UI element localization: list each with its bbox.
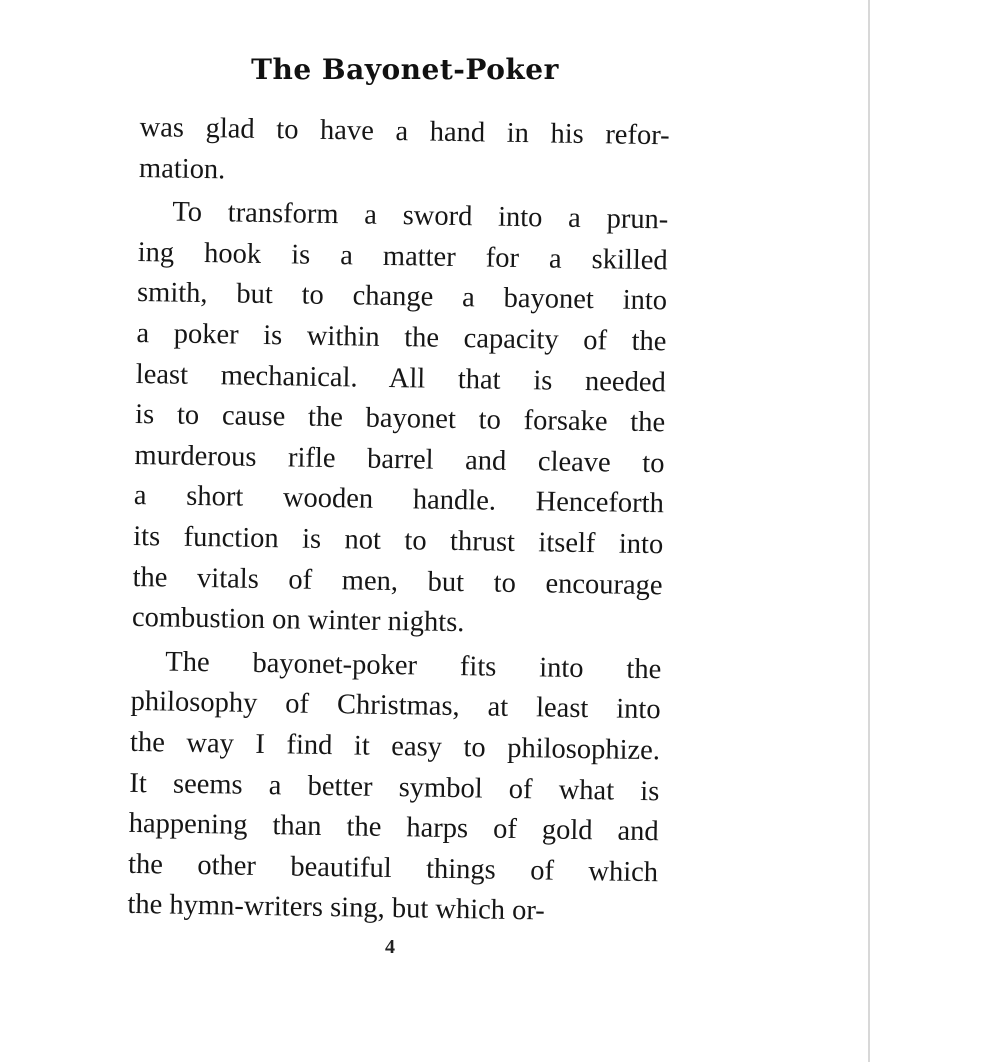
body-text bbox=[127, 108, 670, 934]
paragraph bbox=[139, 108, 670, 198]
text-line: It seems a better symbol of what is bbox=[129, 767, 660, 807]
text-line: was glad to have a hand in his refor- bbox=[139, 111, 670, 152]
scan-page-edge bbox=[868, 0, 870, 1062]
text-line: the other beautiful things of which bbox=[127, 848, 659, 888]
running-head: The Bayonet-Poker bbox=[251, 53, 559, 86]
paragraph bbox=[132, 192, 669, 647]
text-line: the vitals of men, but to encourage bbox=[132, 561, 663, 601]
text-line: The bayonet-poker fits into the bbox=[165, 646, 662, 685]
paragraph bbox=[127, 642, 661, 934]
text-line: least mechanical. All that is needed bbox=[135, 358, 666, 398]
text-line: philosophy of Christmas, at least into bbox=[130, 686, 661, 726]
text-line: happening than the harps of gold and bbox=[128, 808, 659, 848]
text-line: is to cause the bayonet to forsake the bbox=[134, 399, 666, 439]
text-line: the way I find it easy to philosophize. bbox=[129, 726, 661, 767]
text-line: the hymn-writers sing, but which or- bbox=[127, 889, 546, 927]
text-line: mation. bbox=[138, 152, 226, 185]
page-number: 4 bbox=[385, 936, 395, 958]
text-line: smith, but to change a bayonet into bbox=[136, 277, 668, 317]
text-line: ing hook is a matter for a skilled bbox=[137, 236, 668, 277]
text-line: murderous rifle barrel and cleave to bbox=[134, 439, 665, 480]
text-line: a poker is within the capacity of the bbox=[136, 317, 667, 358]
text-line: a short wooden handle. Henceforth bbox=[133, 480, 665, 520]
text-line: To transform a sword into a prun- bbox=[172, 196, 669, 236]
text-line: its function is not to thrust itself into bbox=[133, 520, 664, 561]
text-line: combustion on winter nights. bbox=[131, 602, 465, 639]
